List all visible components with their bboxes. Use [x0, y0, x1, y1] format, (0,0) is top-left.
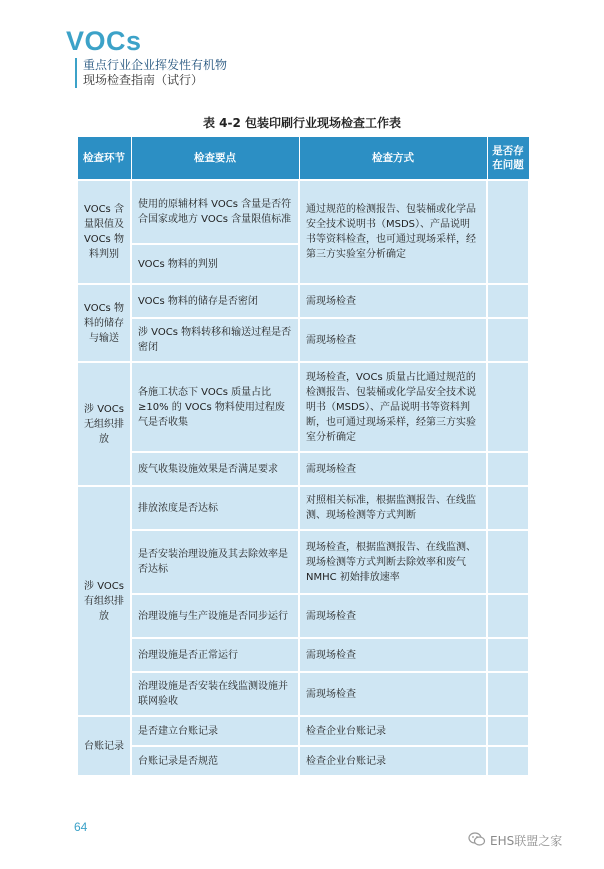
issue-cell: [487, 594, 529, 638]
col-header-point: 检查要点: [131, 137, 299, 181]
col-header-method: 检查方式: [299, 137, 487, 181]
check-method: 通过规范的检测报告、包装桶或化学品安全技术说明书（MSDS）、产品说明书等资料检查，也可通过现场采样，经第三方实验室分析确定: [299, 180, 487, 284]
section-ledger: 台账记录: [77, 716, 131, 776]
issue-cell: [487, 716, 529, 746]
check-method: 需现场检查: [299, 594, 487, 638]
table-row: [77, 716, 529, 746]
section-storage: VOCs 物料的储存与输送: [77, 284, 131, 362]
vocs-logo-text: VOCs: [66, 26, 142, 56]
check-method: 需现场检查: [299, 638, 487, 672]
check-point: VOCs 物料的储存是否密闭: [131, 284, 299, 318]
issue-cell: [487, 318, 529, 362]
inspection-table: [76, 136, 530, 777]
check-point: 是否建立台账记录: [131, 716, 299, 746]
table-row: [77, 530, 529, 594]
check-method: 现场检查，根据监测报告、在线监测、现场检测等方式判断去除效率和废气 NMHC 初始排放速率: [299, 530, 487, 594]
issue-cell: [487, 180, 529, 284]
check-method: 检查企业台账记录: [299, 716, 487, 746]
col-header-stage: 检查环节: [77, 137, 131, 181]
check-point: 使用的原辅材料 VOCs 含量是否符合国家或地方 VOCs 含量限值标准: [131, 180, 299, 244]
table-header-row: [77, 137, 529, 181]
issue-cell: [487, 530, 529, 594]
check-method: 需现场检查: [299, 318, 487, 362]
subtitle-line-2: 现场检查指南（试行）: [83, 73, 204, 87]
table-row: [77, 180, 529, 244]
table-row: [77, 638, 529, 672]
check-point: 各施工状态下 VOCs 质量占比 ≥10% 的 VOCs 物料使用过程废气是否收集: [131, 362, 299, 452]
issue-cell: [487, 362, 529, 452]
table-title: 表 4-2 包装印刷行业现场检查工作表: [202, 116, 402, 130]
section-organized: 涉 VOCs 有组织排放: [77, 486, 131, 716]
page-number: 64: [74, 820, 88, 834]
section-fugitive: 涉 VOCs 无组织排放: [77, 362, 131, 486]
check-method: 检查企业台账记录: [299, 746, 487, 776]
table-row: [77, 284, 529, 318]
table-row: [77, 594, 529, 638]
check-method: 需现场检查: [299, 452, 487, 486]
table-row: [77, 486, 529, 530]
issue-cell: [487, 452, 529, 486]
check-point: 治理设施是否安装在线监测设施并联网验收: [131, 672, 299, 716]
table-row: [77, 746, 529, 776]
header-subtitle: [75, 58, 227, 88]
check-method: 对照相关标准，根据监测报告、在线监测、现场检测等方式判断: [299, 486, 487, 530]
check-point: 是否安装治理设施及其去除效率是否达标: [131, 530, 299, 594]
check-method: 需现场检查: [299, 672, 487, 716]
subtitle-line-1: 重点行业企业挥发性有机物: [83, 58, 228, 72]
check-point: 台账记录是否规范: [131, 746, 299, 776]
check-point: 排放浓度是否达标: [131, 486, 299, 530]
issue-cell: [487, 672, 529, 716]
check-method: 现场检查，VOCs 质量占比通过规范的检测报告、包装桶或化学品安全技术说明书（MSDS）、产品说明书等资料判断，也可通过现场采样，经第三方实验室分析确定: [299, 362, 487, 452]
check-point: VOCs 物料的判别: [131, 244, 299, 284]
table-row: [77, 362, 529, 452]
issue-cell: [487, 638, 529, 672]
table-row: [77, 672, 529, 716]
col-header-issue: 是否存在问题: [487, 137, 529, 181]
check-point: 废气收集设施效果是否满足要求: [131, 452, 299, 486]
check-method: 需现场检查: [299, 284, 487, 318]
issue-cell: [487, 486, 529, 530]
wechat-icon: [468, 830, 486, 848]
section-vocs-content: VOCs 含量限值及VOCs 物料判别: [77, 180, 131, 284]
brand-watermark: EHS联盟之家: [490, 834, 563, 848]
check-point: 涉 VOCs 物料转移和输送过程是否密闭: [131, 318, 299, 362]
issue-cell: [487, 746, 529, 776]
check-point: 治理设施与生产设施是否同步运行: [131, 594, 299, 638]
table-row: [77, 318, 529, 362]
header: [66, 26, 142, 56]
check-point: 治理设施是否正常运行: [131, 638, 299, 672]
table-row: [77, 452, 529, 486]
issue-cell: [487, 284, 529, 318]
